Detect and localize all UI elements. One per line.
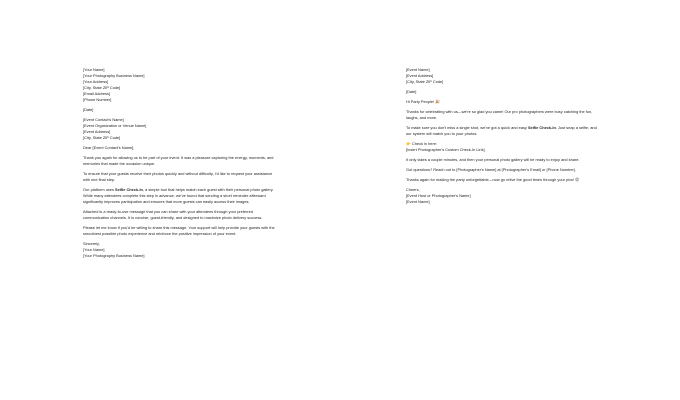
event-name: [Event Name]: [406, 67, 430, 72]
letter-salutation: Dear [Event Contact's Name],: [83, 145, 135, 150]
message-paragraph-1: Thanks for celebrating with us—we're so glad you came! Our pro photographers were busy catching the fun, laughs, and more.: [406, 109, 593, 120]
sender-email: [Email Address]: [83, 91, 111, 96]
selfie-checkin-bold: Selfie Check-In: [527, 125, 556, 130]
sender-business: [Your Photography Business Name]: [83, 73, 145, 78]
letter-body: [83, 67, 279, 259]
p3-text-end: , a simple tool that helps match each guest with their personal photo gallery. While many attendees complete this step in advance, we've found that sending a short reminder afterward significantly improves participation and ensures that more guests can easily access their images.: [83, 187, 274, 204]
checkin-link[interactable]: [Insert Photographer's Custom Check-In Link]: [406, 147, 485, 152]
closing-business: [Your Photography Business Name]: [83, 253, 145, 258]
letter-paragraph-2: To ensure that your guests receive their photos quickly and without difficulty, I'd like to request your assistance with one final step.: [83, 171, 273, 182]
letter-paragraph-5: Please let me know if you'd be willing to share this message. Your support will help provide your guests with the smoothest possible photo experience and reinforce the positive impression of your event.: [83, 225, 275, 236]
event-city: [City, State ZIP Code]: [406, 79, 444, 84]
message-paragraph-4: Got questions? Reach out to [Photographer's Name] at [Photographer's Email] or [Phone Number].: [406, 167, 576, 172]
sender-address: [Your Address]: [83, 79, 109, 84]
sender-city: [City, State ZIP Code]: [83, 85, 121, 90]
checkin-label: 👉 Check in here:: [406, 141, 438, 146]
recipient-address: [Event Address]: [83, 129, 111, 134]
closing-event-name: [Event Name]: [406, 199, 430, 204]
message-date: [Date]: [406, 89, 417, 94]
p2-text-start: To make sure you don't miss a single shot, we've got a quick and easy: [406, 125, 528, 130]
letter-paragraph-4: Attached is a ready-to-use message that you can share with your attendees through your preferred communication channels. It is concise, guest-friendly, and designed to maximize photo delivery success.: [83, 209, 263, 220]
message-paragraph-3: It only takes a couple minutes, and then your personal photo gallery will be ready to enjoy and share.: [406, 157, 580, 162]
letter-paragraph-1: Thank you again for allowing us to be part of your event. It was a pleasure capturing the energy, moments, and memories that made the occasion unique.: [83, 155, 274, 166]
letter-date: [Date]: [83, 107, 94, 112]
sender-name: [Your Name]: [83, 67, 105, 72]
message-body: [406, 67, 602, 205]
recipient-name: [Event Contact's Name]: [83, 117, 124, 122]
closing-host-name: [Event Host or Photographer's Name]: [406, 193, 471, 198]
message-greeting: Hi Party People! 🎉: [406, 99, 441, 104]
message-paragraph-5: Thanks again for making the party unforgettable—now go relive the good times through your pics! 😍: [406, 177, 580, 182]
recipient-organization: [Event Organization or Venue Name]: [83, 123, 147, 128]
p2-text-end: . Just snap a selfie, and our system will match you to your photos.: [406, 125, 597, 136]
recipient-city: [City, State ZIP Code]: [83, 135, 121, 140]
sender-phone: [Phone Number]: [83, 97, 112, 102]
event-address: [Event Address]: [406, 73, 434, 78]
letter-closing: Sincerely,: [83, 241, 100, 246]
p3-text-start: Our platform uses: [83, 187, 116, 192]
selfie-checkin-bold: Selfie Check-In: [115, 187, 143, 192]
message-closing: Cheers,: [406, 187, 420, 192]
message-paragraph-2: [406, 125, 602, 137]
message-page: [340, 0, 680, 400]
letter-paragraph-3: [83, 187, 279, 205]
closing-name: [Your Name]: [83, 247, 105, 252]
